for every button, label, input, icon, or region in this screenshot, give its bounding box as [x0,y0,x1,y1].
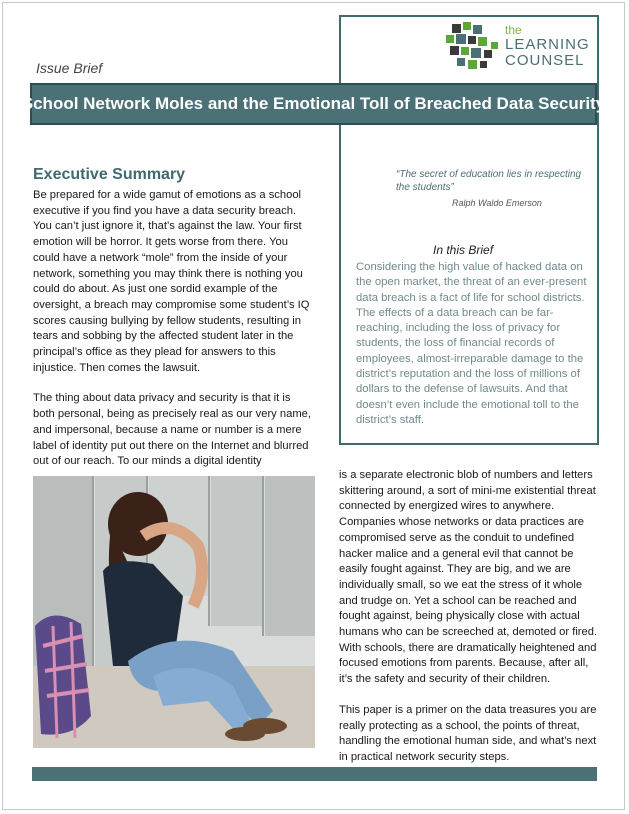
quote-text: “The secret of education lies in respecting the students” [396,169,582,193]
logo-counsel: COUNSEL [505,52,585,69]
student-photo [33,476,315,748]
logo-the: the [505,23,522,37]
pull-quote [356,168,586,210]
paragraph-2: The thing about data privacy and security is that it is both personal, being as precisely real as our very name, and impersonal, because a name or number is a mere label of identity put out there on the Internet and blurred out of our reach. To our minds a digital identity [33,392,311,468]
logo-mosaic-icon [446,22,498,69]
logo-learning: LEARNING [505,36,590,53]
paragraph-3: is a separate electronic blob of numbers and letters skittering around, a sort of mini-me existential threat connected by energized wires to anywhere. Companies whose networks or data practices are compromised serve as the conduit to undefined hacker malice and a general evil that cannot be easily fought against. They are big, and we are individually small, so we eat the stress of it whole and trudge on. Yet a school can be reached and fought against, being physically close with actual humans who can be screeched at, demoted or fired. With schools, there are dramatically heightened and focused emotions from parents. Because, after all, it’s the safety and security of their children. [339,469,598,686]
paragraph-4: This paper is a primer on the data treasures you are really protecting as a school, the points of threat, handling the emotional human side, and what’s next in practical network security steps. [339,703,597,763]
footer-bar [32,767,597,781]
logo-wordmark [505,24,590,68]
title-banner [21,83,606,125]
page-title: School Network Moles and the Emotional Toll of Breached Data Security [21,94,606,113]
in-this-brief-heading: In this Brief [433,243,494,257]
in-this-brief-text: Considering the high value of hacked data on the open market, the threat of an ever-present data breach is a fact of life for school districts. The effects of a data breach can be far-reaching, including the loss of privacy for students, the loss of financial records of employees, almost-irreparable damage to the district’s reputation and the loss of millions of dollars to the defense of lawsuits. And that doesn’t even include the emotional toll to the district’s staff. [356,261,587,426]
issue-brief-label: Issue Brief [36,60,103,76]
right-column [339,468,601,766]
executive-summary-heading: Executive Summary [33,166,186,183]
quote-author: Ralph Waldo Emerson [452,198,542,208]
paragraph-1: Be prepared for a wide gamut of emotions as a school executive if you find you have a data security breach. You can’t just ignore it, that’s against the law. Your first emotion will be horror. It gets worse from there. You could have a network “mole” from the inside of your network, something you may think there is nothing you could do about. As just one sordid example of the oversight, a breach may compromise some student’s IQ scores causing bullying by fellow students, resulting in tears and sobbing by the affected student later in the principal’s office as they plead for answers to this injustice. Then comes the lawsuit. [33,189,310,374]
left-column [33,188,311,470]
